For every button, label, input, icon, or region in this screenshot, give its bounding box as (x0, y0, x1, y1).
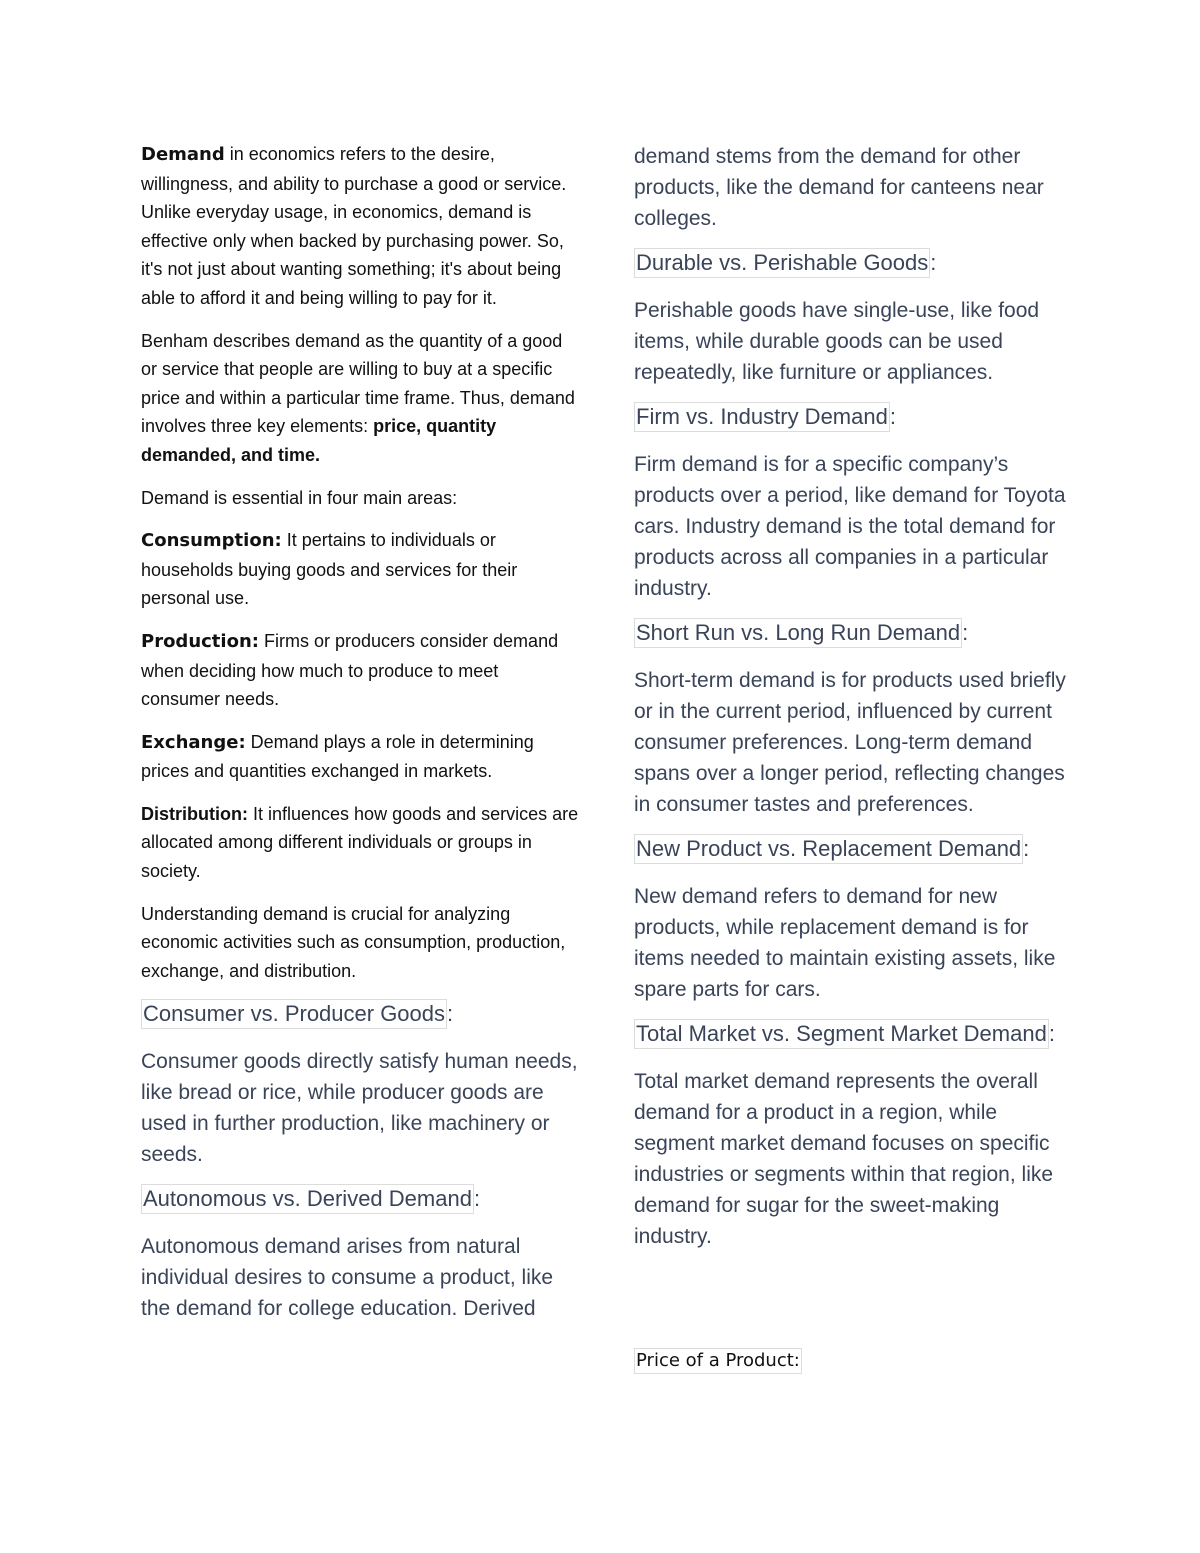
section-heading: Autonomous vs. Derived Demand (141, 1184, 474, 1214)
areas-intro: Demand is essential in four main areas: (141, 487, 458, 508)
area-text: Demand plays a role in determining prices and quantities exchanged in markets. (141, 731, 534, 782)
section-consumer-producer (141, 999, 581, 1029)
section-body: Consumer goods directly satisfy human needs, like bread or rice, while producer goods are used in further production, like machinery or seeds. (141, 1050, 578, 1167)
area-text: Firms or producers consider demand when deciding how much to produce to meet consumer needs. (141, 630, 559, 710)
area-production (141, 627, 581, 714)
section-heading: Consumer vs. Producer Goods (141, 999, 447, 1029)
area-text: It influences how goods and services are allocated among different individuals or groups in society. (141, 803, 579, 882)
section-body: New demand refers to demand for new products, while replacement demand is for items needed to maintain existing assets, like spare parts for cars. (634, 885, 1056, 1001)
section-body: Short-term demand is for products used briefly or in the current period, influenced by current consumer preferences. Long-term demand spans over a longer period, reflecting changes in consumer tastes and preferences. (634, 669, 1066, 816)
area-distribution (141, 800, 581, 886)
section-heading: Short Run vs. Long Run Demand (634, 618, 962, 648)
section-firm-industry (634, 402, 1066, 432)
right-column (634, 141, 1066, 1374)
heading-colon: : (473, 1186, 481, 1212)
heading-colon: : (1048, 1021, 1055, 1046)
heading-colon: : (889, 404, 896, 429)
section-body: Autonomous demand arises from natural individual desires to consume a product, like the demand for college education. Derived (141, 1235, 554, 1321)
left-column (141, 140, 581, 1338)
spacer (634, 1266, 1066, 1348)
understanding-paragraph: Understanding demand is crucial for analyzing economic activities such as consumption, production, exchange, and distribution. (141, 903, 566, 981)
section-heading: Total Market vs. Segment Market Demand (634, 1019, 1049, 1049)
demand-term: Demand (141, 144, 225, 165)
area-lead: Production: (141, 630, 259, 652)
area-consumption (141, 526, 581, 613)
intro-text: in economics refers to the desire, willingness, and ability to purchase a good or service. Unlike everyday usage, in economics, demand is effective only when backed by purchasing power. So, it's not just about wanting something; it's about being able to afford it and being willing to pay for it. (141, 144, 567, 308)
section-durable-perishable (634, 248, 1066, 278)
section-body: Firm demand is for a specific company’s products over a period, like demand for Toyota cars. Industry demand is the total demand for products across all companies in a particular industry. (634, 453, 1066, 600)
area-text: It pertains to individuals or households buying goods and services for their personal use. (141, 530, 518, 609)
key-elements: price, quantity demanded, and time (141, 416, 497, 465)
section-autonomous-derived (141, 1184, 581, 1214)
area-lead: Distribution: (141, 803, 248, 824)
section-heading: Durable vs. Perishable Goods (634, 248, 930, 278)
section-heading: Firm vs. Industry Demand (634, 402, 890, 432)
heading-colon: : (930, 250, 937, 275)
heading-colon: : (962, 620, 969, 645)
heading-colon: : (1023, 836, 1030, 861)
section-total-segment (634, 1019, 1066, 1049)
section-body: Perishable goods have single-use, like food items, while durable goods can be used repeatedly, like furniture or appliances. (634, 299, 1040, 384)
area-lead: Exchange: (141, 731, 246, 753)
heading-colon: : (447, 1001, 454, 1027)
continuation-paragraph: demand stems from the demand for other products, like the demand for canteens near colleges. (634, 145, 1044, 230)
benham-paragraph (141, 327, 581, 470)
intro-paragraph (141, 140, 581, 313)
benham-text: Benham describes demand as the quantity of a good or service that people are willing to buy at a specific price and within a particular time frame. Thus, demand involves three key elements: (141, 330, 575, 437)
section-body: Total market demand represents the overall demand for a product in a region, while segment market demand focuses on specific industries or segments within that region, like demand for sugar for the sweet-making industry. (634, 1070, 1054, 1248)
section-new-replacement (634, 834, 1066, 864)
section-short-long-run (634, 618, 1066, 648)
section-heading: New Product vs. Replacement Demand (634, 834, 1023, 864)
area-exchange (141, 728, 581, 786)
period: . (315, 444, 321, 465)
price-of-product-heading: Price of a Product: (634, 1348, 802, 1374)
area-lead: Consumption: (141, 530, 282, 552)
